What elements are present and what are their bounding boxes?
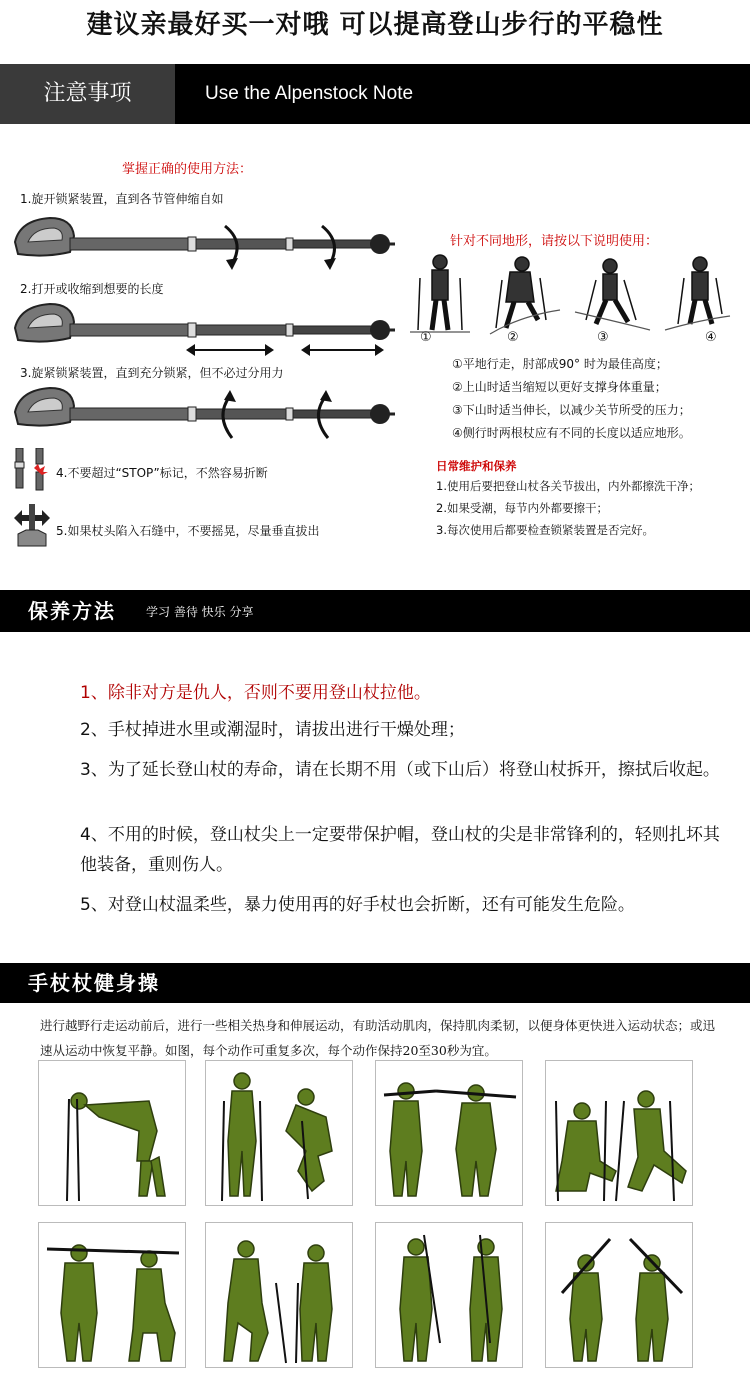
exercise-figure-2 <box>206 1061 352 1205</box>
exercise-intro: 进行越野行走运动前后，进行一些相关热身和伸展运动，有助活动肌肉，保持肌肉柔韧，以便身体更快进入运动状态；或迅速从运动中恢复平静。如图，每个动作可重复多次，每个动作保持20至30秒为宜。 <box>40 1018 716 1058</box>
terrain-marker-1: ① <box>420 330 432 345</box>
care-item-1: 1、除非对方是仇人，否则不要用登山杖拉他。 <box>80 683 431 703</box>
section-bar-notes <box>0 64 750 124</box>
terrain-figures <box>410 250 740 350</box>
terrain-heading: 针对不同地形，请按以下说明使用： <box>450 234 659 249</box>
terrain-tip-3: ③下山时适当伸长，以减少关节所受的压力； <box>452 403 691 417</box>
maintenance-item-1: 1.使用后要把登山杖各关节拔出，内外都擦洗干净； <box>436 479 700 493</box>
section-title-exercise: 手杖杖健身操 <box>28 971 160 995</box>
terrain-marker-4: ④ <box>705 330 717 345</box>
section-title-en: Use the Alpenstock Note <box>175 64 750 124</box>
exercise-panel-2 <box>205 1060 353 1206</box>
exercise-figure-8 <box>546 1223 692 1367</box>
section-bar-exercise <box>0 963 750 1003</box>
exercise-figure-7 <box>376 1223 522 1367</box>
usage-step-3: 3.旋紧锁紧装置，直到充分锁紧，但不必过分用力 <box>20 366 284 380</box>
pole-lock-illustration <box>10 382 400 444</box>
care-item-3: 3、为了延长登山杖的寿命，请在长期不用（或下山后）将登山杖拆开，擦拭后收起。 <box>80 760 720 780</box>
exercise-panel-5 <box>38 1222 186 1368</box>
exercise-figure-5 <box>39 1223 185 1367</box>
exercise-panel-6 <box>205 1222 353 1368</box>
terrain-tip-1: ①平地行走，肘部成90° 时为最佳高度； <box>452 357 668 371</box>
terrain-tip-4: ④侧行时两根杖应有不同的长度以适应地形。 <box>452 426 691 440</box>
care-item-5: 5、对登山杖温柔些，暴力使用再的好手杖也会折断，还有可能发生危险。 <box>80 895 635 915</box>
exercise-figure-3 <box>376 1061 522 1205</box>
stop-mark-illustration <box>12 448 52 492</box>
section-bar-care <box>0 590 750 632</box>
maintenance-item-2: 2.如果受潮，每节内外都要擦干； <box>436 501 608 515</box>
care-item-2: 2、手杖掉进水里或潮湿时，请拔出进行干燥处理； <box>80 720 465 740</box>
page-headline: 建议亲最好买一对哦 可以提高登山步行的平稳性 <box>86 10 664 40</box>
exercise-panel-4 <box>545 1060 693 1206</box>
exercise-panel-3 <box>375 1060 523 1206</box>
exercise-panel-8 <box>545 1222 693 1368</box>
usage-step-2: 2.打开或收缩到想要的长度 <box>20 282 164 296</box>
exercise-figure-6 <box>206 1223 352 1367</box>
terrain-marker-2: ② <box>507 330 519 345</box>
maintenance-item-3: 3.每次使用后都要检查锁紧装置是否完好。 <box>436 523 654 537</box>
exercise-figure-1 <box>39 1061 185 1205</box>
usage-step-5: 5.如果杖头陷入石缝中，不要摇晃，尽量垂直拔出 <box>56 524 320 538</box>
section-subtitle-care: 学习 善待 快乐 分享 <box>146 605 254 619</box>
section-title-care: 保养方法 <box>28 599 116 623</box>
maintenance-heading: 日常维护和保养 <box>436 459 517 473</box>
exercise-figure-4 <box>546 1061 692 1205</box>
terrain-tip-2: ②上山时适当缩短以更好支撑身体重量； <box>452 380 667 394</box>
terrain-marker-3: ③ <box>597 330 609 345</box>
pole-unlock-illustration <box>10 212 400 274</box>
section-title-cn: 注意事项 <box>0 64 175 124</box>
pole-adjust-illustration <box>10 300 400 362</box>
usage-heading: 掌握正确的使用方法： <box>122 162 253 177</box>
exercise-panel-7 <box>375 1222 523 1368</box>
usage-step-4: 4.不要超过“STOP”标记，不然容易折断 <box>56 466 268 480</box>
stuck-tip-illustration <box>12 500 52 548</box>
care-item-4: 4、不用的时候，登山杖尖上一定要带保护帽，登山杖的尖是非常锋利的，轻则扎坏其他装备，重则伤人。 <box>80 825 720 875</box>
exercise-panel-1 <box>38 1060 186 1206</box>
usage-step-1: 1.旋开锁紧装置，直到各节管伸缩自如 <box>20 192 224 206</box>
